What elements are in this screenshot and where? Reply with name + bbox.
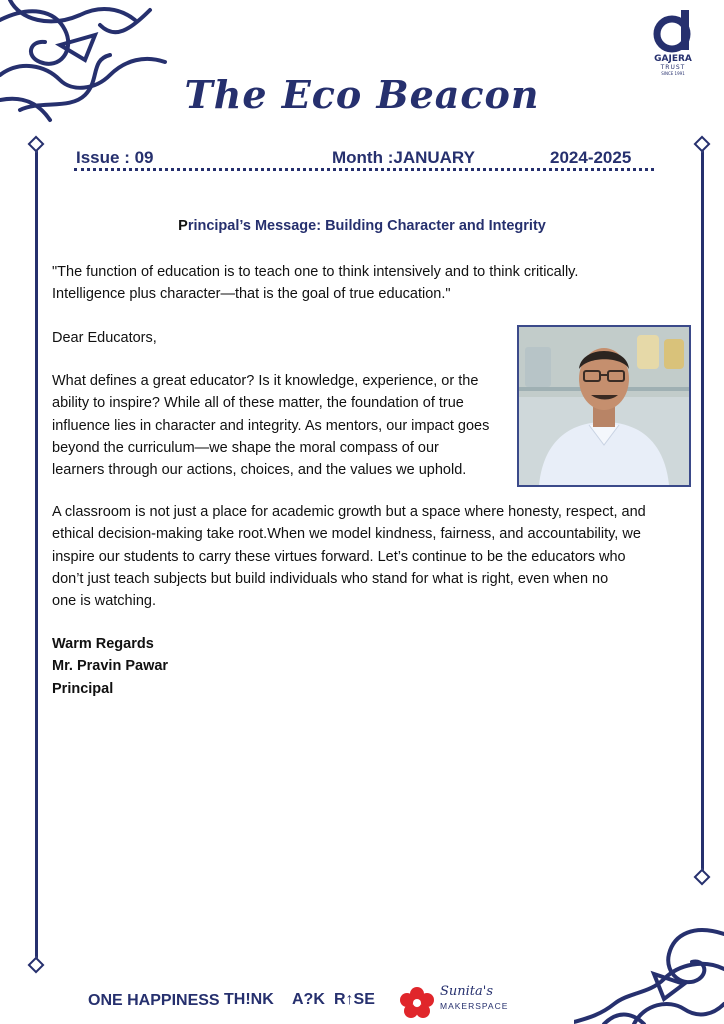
message-heading <box>0 218 724 234</box>
frame-diamond-bottom-left <box>28 957 45 974</box>
newsletter-title: The Eco Beacon <box>184 72 540 117</box>
makerspace-subtitle: MAKERSPACE <box>440 1001 509 1011</box>
signoff-name: Mr. Pravin Pawar <box>52 658 169 675</box>
signoff-regards: Warm Regards <box>52 636 154 652</box>
gajera-logo-icon <box>650 8 696 54</box>
frame-diamond-top-left <box>28 136 45 153</box>
issue-dotted-rule <box>74 168 654 171</box>
salutation: Dear Educators, <box>52 330 157 346</box>
footer-think: TH!NK <box>224 991 274 1008</box>
heading-initial: P <box>178 218 188 234</box>
paragraph-1: What defines a great educator? Is it knowledge, experience, or the ability to inspire? While all of these matter, the foundation of true influence lies in character and integrity. As mentors, our impact goes beyond the curriculum—we shape the moral compass of our learners through our actions, choices, and the values we uphold. <box>52 373 490 479</box>
makerspace-name: Sunita's <box>440 984 494 999</box>
footer-one-happiness: ONE HAPPINESS <box>88 992 220 1009</box>
paragraph-2: A classroom is not just a place for academic growth but a space where honesty, respect, and ethical decision-making take root.When we model kindness, fairness, and accountability, we inspire our students to carry these virtues forward. Let’s continue to be the educators who don’t just teach subjects but build individuals who stand for what is right, even when no one is watching. <box>52 504 646 610</box>
decorative-corner-bottom-right <box>574 914 724 1024</box>
makerspace-logo <box>398 984 510 1018</box>
logo-name: GAJERA <box>654 54 692 64</box>
signoff <box>52 633 168 700</box>
flower-icon <box>398 986 436 1018</box>
footer-ask: A?K <box>292 991 325 1008</box>
issue-number: Issue : 09 <box>76 148 154 167</box>
issue-bar <box>74 148 654 170</box>
logo-subtitle: TRUST <box>660 64 686 71</box>
opening-quote: "The function of education is to teach one to think intensively and to think critically. Intelligence plus character—that is the goal of true education." <box>52 264 579 303</box>
issue-year: 2024-2025 <box>550 148 632 167</box>
frame-diamond-top-right <box>694 136 711 153</box>
principal-photo <box>517 325 691 487</box>
footer-rise: R↑SE <box>334 991 375 1008</box>
gajera-trust-logo <box>648 8 698 77</box>
frame-line-left <box>35 146 38 964</box>
issue-month: Month :JANUARY <box>332 148 475 167</box>
logo-since: SINCE 1991 <box>661 71 685 76</box>
frame-line-right <box>701 146 704 876</box>
signoff-role: Principal <box>52 680 114 697</box>
principal-portrait-icon <box>519 327 689 485</box>
frame-diamond-bottom-right <box>694 869 711 886</box>
heading-text: rincipal’s Message: Building Character and Integrity <box>187 218 546 234</box>
